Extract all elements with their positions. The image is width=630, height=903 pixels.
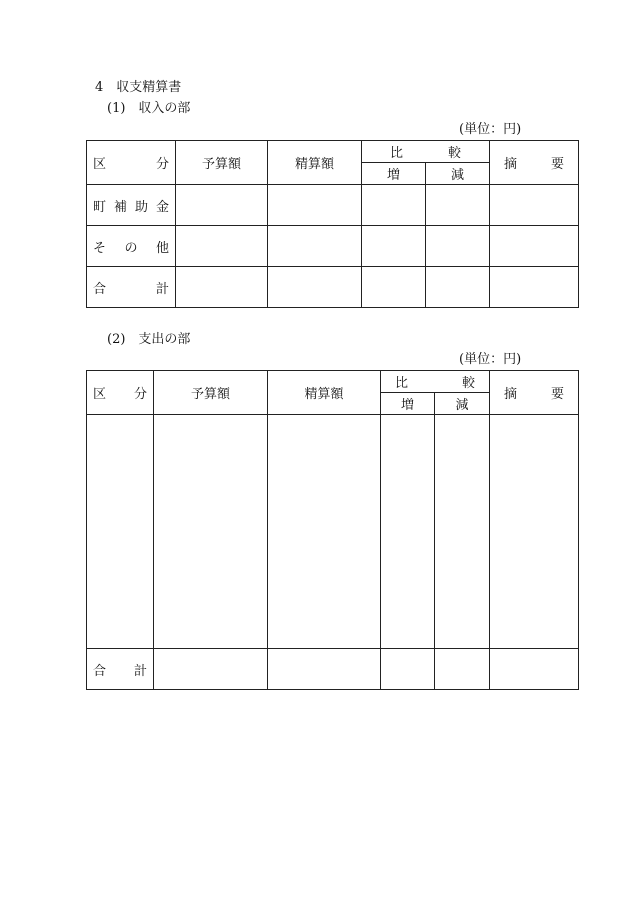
- table-row: [87, 226, 579, 267]
- income-cell-notes[interactable]: [490, 226, 579, 267]
- income-cell-budget[interactable]: [176, 226, 268, 267]
- expense-header-decrease: 減: [435, 393, 490, 415]
- income-cell-decrease[interactable]: [426, 185, 490, 226]
- expense-cell-decrease[interactable]: [435, 415, 490, 649]
- expense-total-increase[interactable]: [381, 649, 435, 690]
- expense-total-notes[interactable]: [490, 649, 579, 690]
- expense-table: [86, 370, 579, 690]
- income-unit-label: (単位：円): [459, 122, 522, 137]
- table-row: [87, 185, 579, 226]
- expense-total-settled[interactable]: [268, 649, 381, 690]
- income-cell-increase[interactable]: [362, 226, 426, 267]
- income-header-increase: 増: [362, 163, 426, 185]
- expense-total-decrease[interactable]: [435, 649, 490, 690]
- table-row: [87, 415, 579, 649]
- income-cell-budget[interactable]: [176, 185, 268, 226]
- expense-total-label: 合 計: [87, 649, 154, 690]
- income-row-label: そ の 他: [87, 226, 176, 267]
- table-row: [87, 267, 579, 308]
- income-cell-decrease[interactable]: [426, 267, 490, 308]
- expense-header-compare: 比 較: [381, 371, 490, 393]
- income-row-label: 町 補 助 金: [87, 185, 176, 226]
- expense-total-budget[interactable]: [154, 649, 268, 690]
- income-cell-settled[interactable]: [268, 185, 362, 226]
- income-table: [86, 140, 579, 308]
- expense-header-category: 区 分: [87, 371, 154, 415]
- expense-cell-settled[interactable]: [268, 415, 381, 649]
- document-heading: 4 収支精算書: [95, 80, 182, 95]
- income-cell-budget[interactable]: [176, 267, 268, 308]
- income-cell-settled[interactable]: [268, 226, 362, 267]
- income-header-settled: 精算額: [268, 141, 362, 185]
- income-cell-decrease[interactable]: [426, 226, 490, 267]
- table-row: [87, 649, 579, 690]
- income-header-budget: 予算額: [176, 141, 268, 185]
- income-cell-increase[interactable]: [362, 267, 426, 308]
- expense-cell-category[interactable]: [87, 415, 154, 649]
- income-cell-increase[interactable]: [362, 185, 426, 226]
- income-section-title: (1) 収入の部: [107, 101, 191, 116]
- income-header-notes: 摘 要: [490, 141, 579, 185]
- expense-header-notes: 摘 要: [490, 371, 579, 415]
- expense-header-budget: 予算額: [154, 371, 268, 415]
- income-cell-notes[interactable]: [490, 185, 579, 226]
- expense-cell-notes[interactable]: [490, 415, 579, 649]
- income-header-category: 区 分: [87, 141, 176, 185]
- income-row-label: 合 計: [87, 267, 176, 308]
- expense-section-title: (2) 支出の部: [107, 332, 191, 347]
- income-header-decrease: 減: [426, 163, 490, 185]
- expense-header-increase: 増: [381, 393, 435, 415]
- expense-cell-increase[interactable]: [381, 415, 435, 649]
- expense-unit-label: (単位：円): [459, 352, 522, 367]
- income-header-compare: 比 較: [362, 141, 490, 163]
- expense-cell-budget[interactable]: [154, 415, 268, 649]
- income-cell-settled[interactable]: [268, 267, 362, 308]
- expense-header-settled: 精算額: [268, 371, 381, 415]
- income-cell-notes[interactable]: [490, 267, 579, 308]
